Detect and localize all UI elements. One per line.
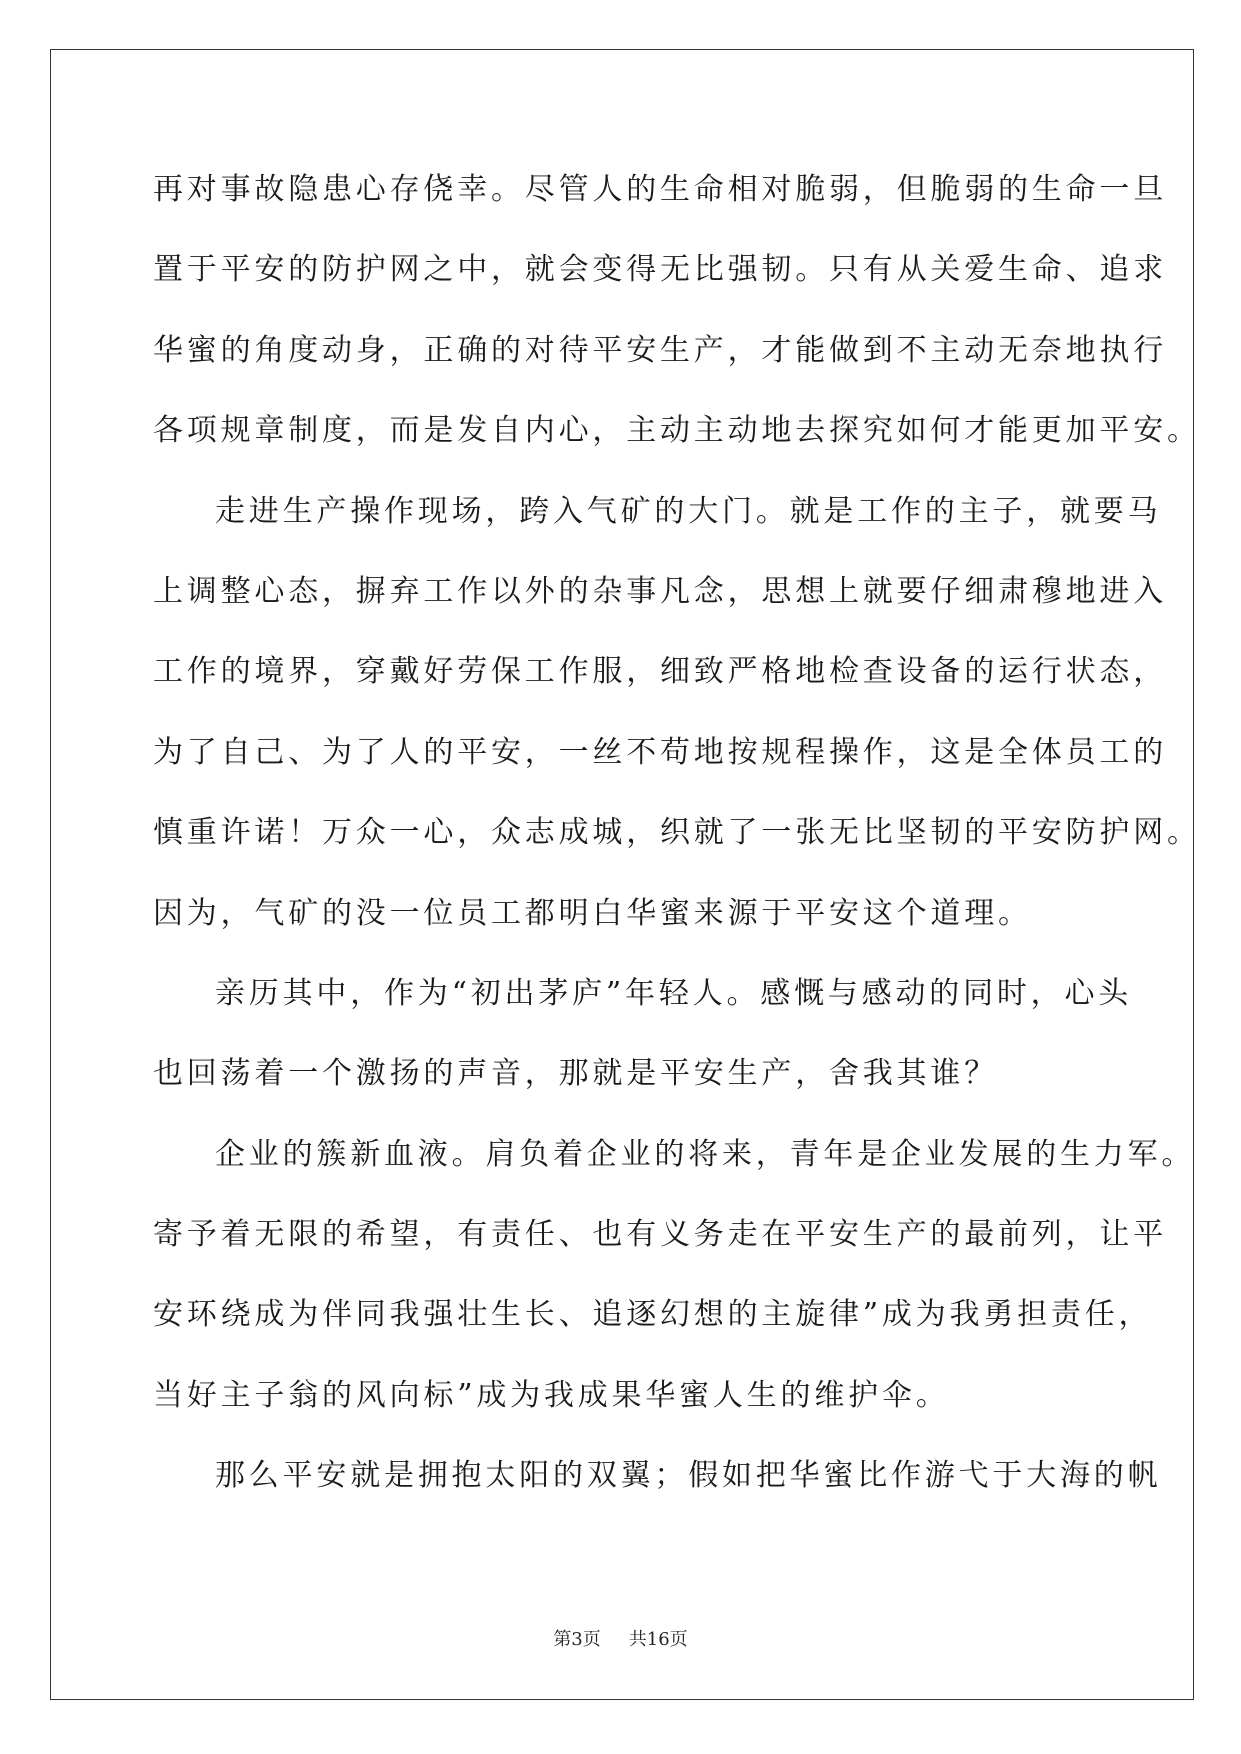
text-line: 工作的境界，穿戴好劳保工作服，细致严格地检查设备的运行状态， bbox=[153, 654, 1167, 690]
text-line: 寄予着无限的希望，有责任、也有义务走在平安生产的最前列，让平 bbox=[153, 1217, 1167, 1253]
text-line: 当好主子翁的风向标”成为我成果华蜜人生的维护伞。 bbox=[153, 1377, 950, 1413]
document-body bbox=[153, 150, 1201, 1517]
text-line: 各项规章制度，而是发自内心，主动主动地去探究如何才能更加平安。 bbox=[153, 413, 1201, 449]
text-line: 置于平安的防护网之中，就会变得无比强韧。只有从关爱生命、追求 bbox=[153, 252, 1167, 288]
paragraph-start-line: 企业的簇新血液。肩负着企业的将来，青年是企业发展的生力军。 bbox=[215, 1136, 1196, 1172]
text-line: 华蜜的角度动身，正确的对待平安生产，才能做到不主动无奈地执行 bbox=[153, 332, 1167, 368]
text-line: 上调整心态，摒弃工作以外的杂事凡念，思想上就要仔细肃穆地进入 bbox=[153, 573, 1167, 609]
page-footer bbox=[0, 1625, 1241, 1651]
text-line: 再对事故隐患心存侥幸。尽管人的生命相对脆弱，但脆弱的生命一旦 bbox=[153, 172, 1167, 207]
text-line: 为了自己、为了人的平安，一丝不苟地按规程操作，这是全体员工的 bbox=[153, 734, 1167, 770]
paragraph-start-line: 那么平安就是拥抱太阳的双翼；假如把华蜜比作游弋于大海的帆 bbox=[215, 1458, 1162, 1494]
paragraph-start-line: 走进生产操作现场，跨入气矿的大门。就是工作的主子，就要马 bbox=[215, 493, 1162, 529]
text-line: 慎重许诺！万众一心，众志成城，织就了一张无比坚韧的平安防护网。 bbox=[153, 815, 1201, 851]
paragraph-start-line: 亲历其中，作为“初出茅庐”年轻人。感慨与感动的同时，心头 bbox=[215, 975, 1133, 1011]
text-line: 安环绕成为伴同我强壮生长、追逐幻想的主旋律”成为我勇担责任， bbox=[153, 1297, 1153, 1333]
text-line: 也回荡着一个激扬的声音，那就是平安生产，舍我其谁？ bbox=[153, 1056, 998, 1092]
page-number: 第3页 bbox=[553, 1629, 601, 1650]
page-total: 共16页 bbox=[628, 1629, 688, 1650]
text-line: 因为，气矿的没一位员工都明白华蜜来源于平安这个道理。 bbox=[153, 895, 1032, 931]
